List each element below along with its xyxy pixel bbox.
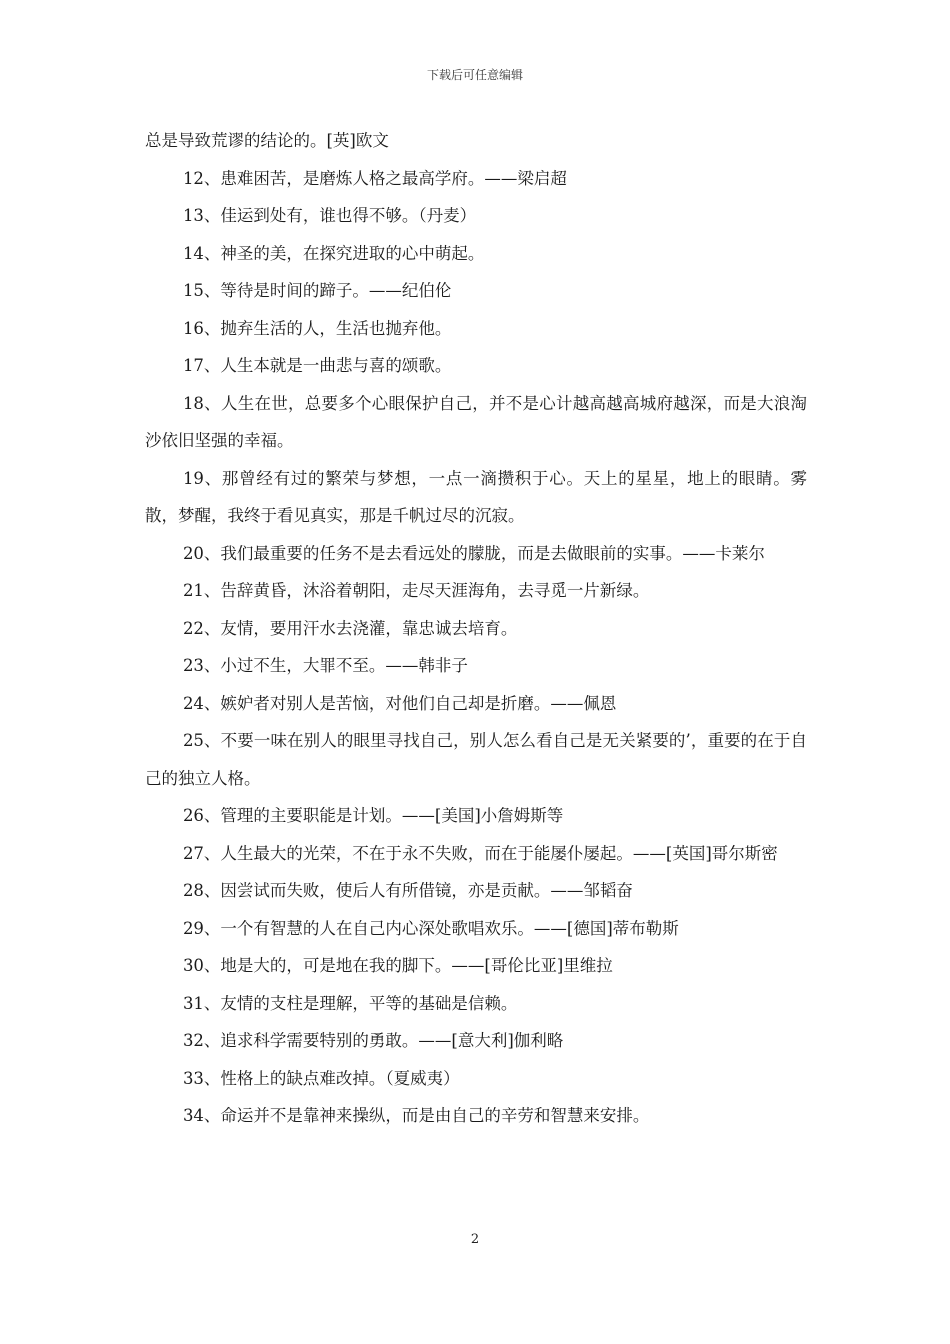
paragraph: 13、佳运到处有，谁也得不够。（丹麦） — [182, 206, 477, 225]
paragraph: 总是导致荒谬的结论的。[英]欧文 — [145, 131, 389, 150]
paragraph: 23、小过不生，大罪不至。——韩非子 — [182, 656, 468, 675]
page-number: 2 — [470, 1232, 480, 1247]
paragraph: 28、因尝试而失败，使后人有所借镜，亦是贡献。——邹韬奋 — [182, 881, 633, 900]
paragraph: 19、那曾经有过的繁荣与梦想，一点一滴攒积于心。天上的星星，地上的眼睛。雾散，梦醒，我终于看见真实，那是千帆过尽的沉寂。 — [145, 468, 807, 525]
paragraph: 16、抛弃生活的人，生活也抛弃他。 — [182, 318, 452, 338]
paragraph: 15、等待是时间的蹄子。——纪伯伦 — [182, 281, 452, 300]
paragraph: 26、管理的主要职能是计划。——[美国]小詹姆斯等 — [182, 806, 564, 825]
paragraph: 21、告辞黄昏，沐浴着朝阳，走尽天涯海角，去寻觅一片新绿。 — [182, 581, 650, 600]
paragraph: 24、嫉妒者对别人是苦恼，对他们自己却是折磨。——佩恩 — [182, 693, 617, 713]
paragraph: 30、地是大的，可是地在我的脚下。——[哥伦比亚]里维拉 — [182, 956, 613, 975]
paragraph: 20、我们最重要的任务不是去看远处的朦胧，而是去做眼前的实事。——卡莱尔 — [182, 543, 765, 563]
paragraph: 25、不要一味在别人的眼里寻找自己，别人怎么看自己是无关紧要的’，重要的在于自己的独立人格。 — [145, 731, 807, 788]
paragraph: 22、友情，要用汗水去浇灌，靠忠诚去培育。 — [182, 618, 518, 638]
paragraph: 34、命运并不是靠神来操纵，而是由自己的辛劳和智慧来安排。 — [182, 1106, 650, 1125]
paragraph: 31、友情的支柱是理解，平等的基础是信赖。 — [182, 993, 518, 1013]
document-body — [145, 122, 807, 1135]
paragraph: 32、追求科学需要特别的勇敢。——[意大利]伽利略 — [182, 1031, 564, 1050]
paragraph: 14、神圣的美，在探究进取的心中萌起。 — [182, 243, 485, 263]
page-header: 下载后可任意编辑 — [426, 68, 523, 82]
paragraph: 12、患难困苦，是磨炼人格之最高学府。——梁启超 — [182, 168, 567, 188]
paragraph: 27、人生最大的光荣，不在于永不失败，而在于能屡仆屡起。——[英国]哥尔斯密 — [182, 843, 778, 863]
paragraph: 18、人生在世，总要多个心眼保护自己，并不是心计越高越高城府越深，而是大浪淘沙依旧坚强的幸福。 — [145, 393, 807, 450]
paragraph: 33、性格上的缺点难改掉。（夏威夷） — [182, 1068, 460, 1088]
paragraph: 17、人生本就是一曲悲与喜的颂歌。 — [182, 356, 452, 375]
paragraph: 29、一个有智慧的人在自己内心深处歌唱欢乐。——[德国]蒂布勒斯 — [182, 918, 679, 938]
